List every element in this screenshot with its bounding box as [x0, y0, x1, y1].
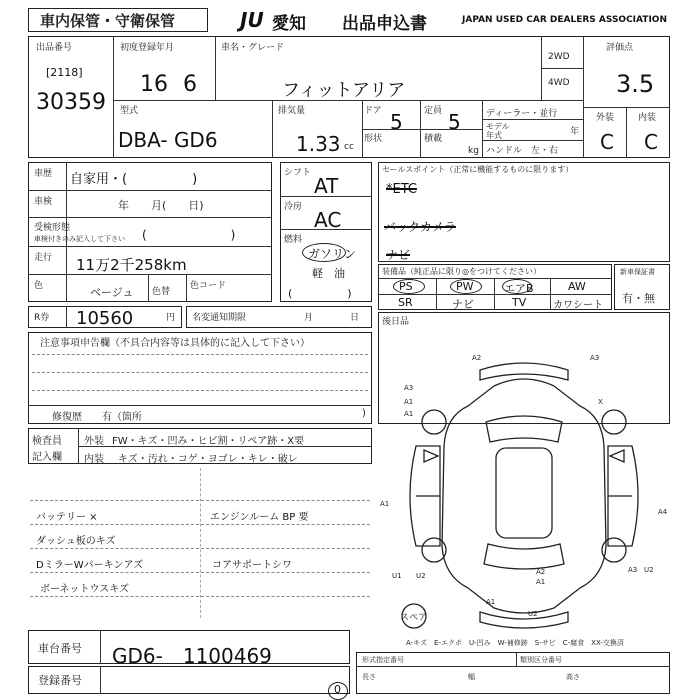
model-year-label: モデル年式	[486, 122, 510, 140]
length-label: 長さ	[362, 673, 376, 681]
damage-mark-17: A1	[486, 598, 496, 606]
recycle-yen: 円	[166, 313, 176, 323]
circled-mark-text: 0	[334, 683, 341, 696]
color-change-label: 色替	[152, 287, 171, 297]
repair-history-label: 修復歴 有（箇所	[52, 412, 142, 423]
damage-mark-15: A1	[536, 578, 546, 586]
sales-point-1: *ETC	[386, 182, 417, 197]
equipment-label: 装備品（純正品に限り◎をつけてください）	[382, 267, 541, 276]
org-name: 愛知	[272, 14, 306, 34]
sales-points-block	[378, 162, 670, 262]
score-label: 評価点	[606, 43, 634, 53]
exterior-row-text: FW・キズ・凹み・ヒビ割・リペア跡・X要	[112, 436, 305, 447]
history-value: 自家用・( )	[70, 172, 198, 187]
interior-row-label: 内装	[84, 454, 104, 465]
sales-point-2: バックカメラ	[384, 220, 457, 234]
first-reg-label: 初度登録年月	[120, 43, 175, 53]
inspector-note-2: ダッシュ板のキズ	[36, 536, 116, 547]
dealer-import-label: ディーラー・並行	[486, 109, 558, 119]
chassis-value: GD6- 1100469	[112, 644, 272, 668]
fuel-value: ガソリン	[308, 247, 357, 261]
inspector-note-1: バッテリー ×	[36, 512, 98, 523]
lot-no-label: 出品番号	[36, 43, 73, 53]
ju-logo: JU	[240, 8, 264, 32]
exterior-grade-label: 外装	[596, 113, 615, 123]
interior-row-text: キズ・汚れ・コゲ・ヨゴレ・キレ・破レ	[118, 454, 298, 465]
damage-mark-6: X	[598, 398, 603, 406]
kg-label: kg	[468, 146, 479, 156]
reg-year-value: 16	[140, 72, 168, 97]
damage-mark-5: A1	[404, 410, 414, 418]
damage-mark-3: A3	[404, 384, 414, 392]
damage-mark-16: U2	[528, 610, 538, 618]
repair-history-close: )	[362, 408, 366, 419]
chassis-label: 車台番号	[38, 642, 82, 655]
inspection-value: 年 月( 日)	[118, 199, 204, 212]
inspection-label: 車検	[34, 197, 53, 207]
reg-no-label: 登録番号	[38, 674, 82, 687]
reg-month-value: 6	[183, 72, 197, 97]
damage-legend: A-キズ E-エクボ U-凹み W-補修跡 S-サビ C-腐食 XX-交換済	[406, 639, 624, 647]
storage-title: 車内保管・守衛保管	[40, 12, 176, 30]
type-designation-label: 形式指定番号	[362, 656, 404, 664]
history-label: 車歴	[34, 169, 53, 179]
car-damage-diagram	[376, 346, 672, 644]
spare-label: スペア	[400, 613, 428, 623]
color-label: 色	[34, 281, 44, 291]
4wd-label: 4WD	[548, 78, 570, 88]
cc-label: cc	[344, 142, 354, 152]
recycle-value: 10560	[76, 308, 134, 329]
damage-mark-2: A3	[590, 354, 600, 362]
notes-header: 注意事項申告欄（不具合内容等は具体的に記入して下さい）	[40, 338, 310, 349]
displacement-label: 排気量	[278, 106, 306, 116]
displacement-value: 1.33	[296, 132, 341, 156]
shift-value: AT	[314, 174, 339, 198]
damage-mark-7: A1	[380, 500, 390, 508]
width-label: 幅	[468, 673, 475, 681]
shape-label: 形状	[364, 134, 383, 144]
received-note: 車検付きのみ記入して下さい	[34, 235, 125, 243]
model-name-label: 車名・グレード	[221, 43, 285, 53]
form-title: 出品申込書	[342, 14, 427, 34]
damage-mark-9: U1	[392, 572, 402, 580]
sales-points-label: セールスポイント（正常に機能するものに限ります）	[382, 165, 574, 174]
damage-mark-1: A2	[472, 354, 482, 362]
damage-mark-4: A1	[404, 398, 414, 406]
fuel-label: 燃料	[284, 235, 303, 245]
equip-tv: TV	[512, 296, 527, 309]
handle-label: ハンドル 左・右	[486, 146, 559, 156]
color-code-label: 色コード	[190, 281, 227, 291]
equip-navi: ナビ	[452, 298, 474, 311]
warranty-options: 有・無	[622, 292, 655, 305]
door-label: ドア	[364, 106, 382, 116]
lot-sub-value: [2118]	[46, 66, 83, 79]
damage-mark-10: A4	[658, 508, 668, 516]
seats-value: 5	[448, 110, 461, 134]
ac-value: AC	[314, 208, 342, 232]
inspector-note-right-1: エンジンルーム BP 要	[210, 512, 309, 523]
score-value: 3.5	[616, 70, 655, 98]
inspector-note-4: ボーネットウスキズ	[40, 584, 129, 595]
mileage-value: 11万2千258km	[76, 256, 187, 274]
inspector-note-3: DミラーWパーキンアズ	[36, 560, 144, 571]
damage-mark-11: U2	[416, 572, 426, 580]
color-value: ベージュ	[90, 286, 134, 299]
equip-ps: PS	[399, 280, 413, 293]
name-change-day: 日	[350, 313, 360, 323]
interior-grade-label: 内装	[638, 113, 657, 123]
fuel-paren: ( )	[288, 287, 352, 300]
equip-pw: PW	[456, 280, 474, 293]
equip-leather: カワシート	[553, 300, 603, 311]
shift-label: シフト	[284, 168, 312, 178]
capacity-label: 定員	[424, 106, 443, 116]
inspector-note-right-2: コアサポートシワ	[212, 560, 292, 571]
model-code-value: DBA- GD6	[118, 128, 218, 152]
height-label: 高さ	[566, 673, 580, 681]
exterior-row-label: 外装	[84, 436, 104, 447]
doors-value: 5	[390, 110, 403, 134]
received-label: 受検形態	[34, 223, 71, 233]
load-label: 積載	[424, 134, 443, 144]
lot-number-value: 30359	[36, 90, 106, 115]
damage-mark-13: U2	[644, 566, 654, 574]
inspector-label: 検査員	[32, 436, 62, 447]
name-change-month: 月	[304, 313, 314, 323]
model-type-label: 型式	[120, 106, 139, 116]
year-unit-label: 年	[570, 127, 580, 137]
mileage-label: 走行	[34, 253, 53, 263]
ac-label: 冷房	[284, 202, 303, 212]
after-date-label: 後日品	[382, 317, 410, 327]
category-no-label: 類別区分番号	[520, 656, 562, 664]
name-change-label: 名変通知期限	[192, 313, 247, 323]
damage-mark-12: A3	[628, 566, 638, 574]
received-value: ( )	[142, 228, 236, 242]
2wd-label: 2WD	[548, 52, 570, 62]
car-name-value: フィットアリア	[282, 80, 406, 101]
damage-mark-14: A2	[536, 568, 546, 576]
recycle-label: R券	[34, 313, 50, 323]
equip-airbag: エアB	[504, 282, 534, 295]
equip-aw: AW	[568, 280, 586, 293]
interior-grade-value: C	[644, 130, 658, 154]
org-english: JAPAN USED CAR DEALERS ASSOCIATION	[462, 15, 667, 25]
fuel-alt: 軽 油	[312, 267, 345, 280]
entry-label: 記入欄	[32, 452, 62, 463]
sales-point-3: ナビ	[386, 248, 411, 262]
warranty-label: 新車保証書	[620, 268, 655, 276]
equip-sr: SR	[398, 296, 413, 309]
exterior-grade-value: C	[600, 130, 614, 154]
